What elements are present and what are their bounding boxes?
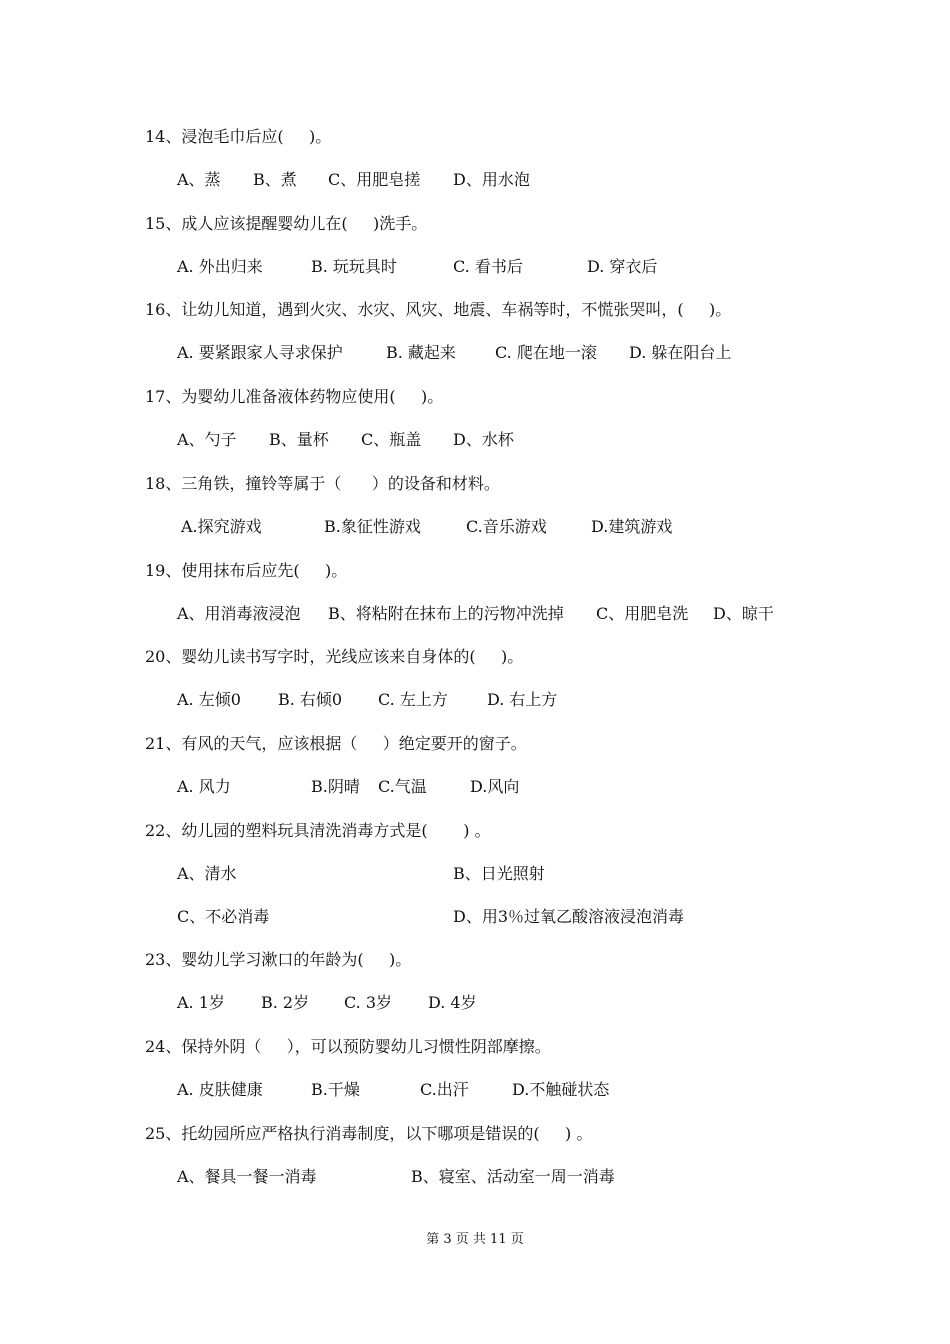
q14-option-a: A、蒸 [177,170,221,189]
q20-option-a: A. 左倾0 [177,690,241,709]
q24-option-b: B.干燥 [311,1080,360,1099]
q22-option-c: C、不必消毒 [177,907,270,926]
question-19: 19、使用抹布后应先( )。 [145,561,348,580]
q20-option-d: D. 右上方 [487,690,558,709]
q15-option-d: D. 穿衣后 [587,257,658,276]
question-22: 22、幼儿园的塑料玩具清洗消毒方式是( ) 。 [145,821,491,840]
question-23: 23、婴幼儿学习漱口的年龄为( )。 [145,950,412,969]
q15-option-b: B. 玩玩具时 [311,257,397,276]
q25-option-b: B、寝室、活动室一周一消毒 [411,1167,615,1186]
question-17: 17、为婴幼儿准备液体药物应使用( )。 [145,387,444,406]
q19-option-c: C、用肥皂洗 [596,604,689,623]
q17-option-d: D、水杯 [453,430,514,449]
q14-option-b: B、煮 [253,170,297,189]
q19-option-d: D、晾干 [713,604,774,623]
question-20: 20、婴幼儿读书写字时，光线应该来自身体的( )。 [145,647,524,666]
q19-option-b: B、将粘附在抹布上的污物冲洗掉 [328,604,564,623]
q22-option-b: B、日光照射 [453,864,545,883]
q21-option-a: A. 风力 [177,777,231,796]
q18-option-c: C.音乐游戏 [466,517,547,536]
q15-option-c: C. 看书后 [453,257,523,276]
q16-option-b: B. 藏起来 [386,343,456,362]
q17-option-a: A、勺子 [177,430,237,449]
question-24: 24、保持外阴（ ），可以预防婴幼儿习惯性阴部摩擦。 [145,1037,551,1056]
q18-option-d: D.建筑游戏 [591,517,673,536]
q17-option-b: B、量杯 [269,430,329,449]
q15-option-a: A. 外出归来 [177,257,263,276]
q19-option-a: A、用消毒液浸泡 [177,604,301,623]
question-14: 14、浸泡毛巾后应( )。 [145,127,332,146]
q14-option-c: C、用肥皂搓 [328,170,421,189]
q23-option-d: D. 4岁 [428,993,477,1012]
q16-option-d: D. 躲在阳台上 [629,343,732,362]
q24-option-a: A. 皮肤健康 [177,1080,263,1099]
q23-option-b: B. 2岁 [261,993,310,1012]
q16-option-a: A. 要紧跟家人寻求保护 [177,343,343,362]
question-21: 21、有风的天气，应该根据（ ）绝定要开的窗子。 [145,734,527,753]
q25-option-a: A、餐具一餐一消毒 [177,1167,317,1186]
question-16: 16、让幼儿知道，遇到火灾、水灾、风灾、地震、车祸等时，不慌张哭叫，( )。 [145,300,732,319]
q24-option-c: C.出汗 [420,1080,469,1099]
q22-option-d: D、用3％过氧乙酸溶液浸泡消毒 [453,907,685,926]
q18-option-a: A.探究游戏 [181,517,262,536]
q14-option-d: D、用水泡 [453,170,530,189]
q18-option-b: B.象征性游戏 [324,517,421,536]
q20-option-c: C. 左上方 [378,690,448,709]
q16-option-c: C. 爬在地一滚 [495,343,597,362]
q17-option-c: C、瓶盖 [361,430,422,449]
question-15: 15、成人应该提醒婴幼儿在( )洗手。 [145,214,428,233]
q20-option-b: B. 右倾0 [278,690,343,709]
page-footer: 第 3 页 共 11 页 [426,1232,524,1247]
q21-option-b: B.阴晴 [311,777,360,796]
q23-option-c: C. 3岁 [344,993,393,1012]
question-25: 25、托幼园所应严格执行消毒制度，以下哪项是错误的( ) 。 [145,1124,593,1143]
q22-option-a: A、清水 [177,864,237,883]
q21-option-d: D.风向 [470,777,520,796]
q24-option-d: D.不触碰状态 [512,1080,610,1099]
q21-option-c: C.气温 [378,777,427,796]
question-18: 18、三角铁，撞铃等属于（ ）的设备和材料。 [145,474,500,493]
q23-option-a: A. 1岁 [177,993,225,1012]
